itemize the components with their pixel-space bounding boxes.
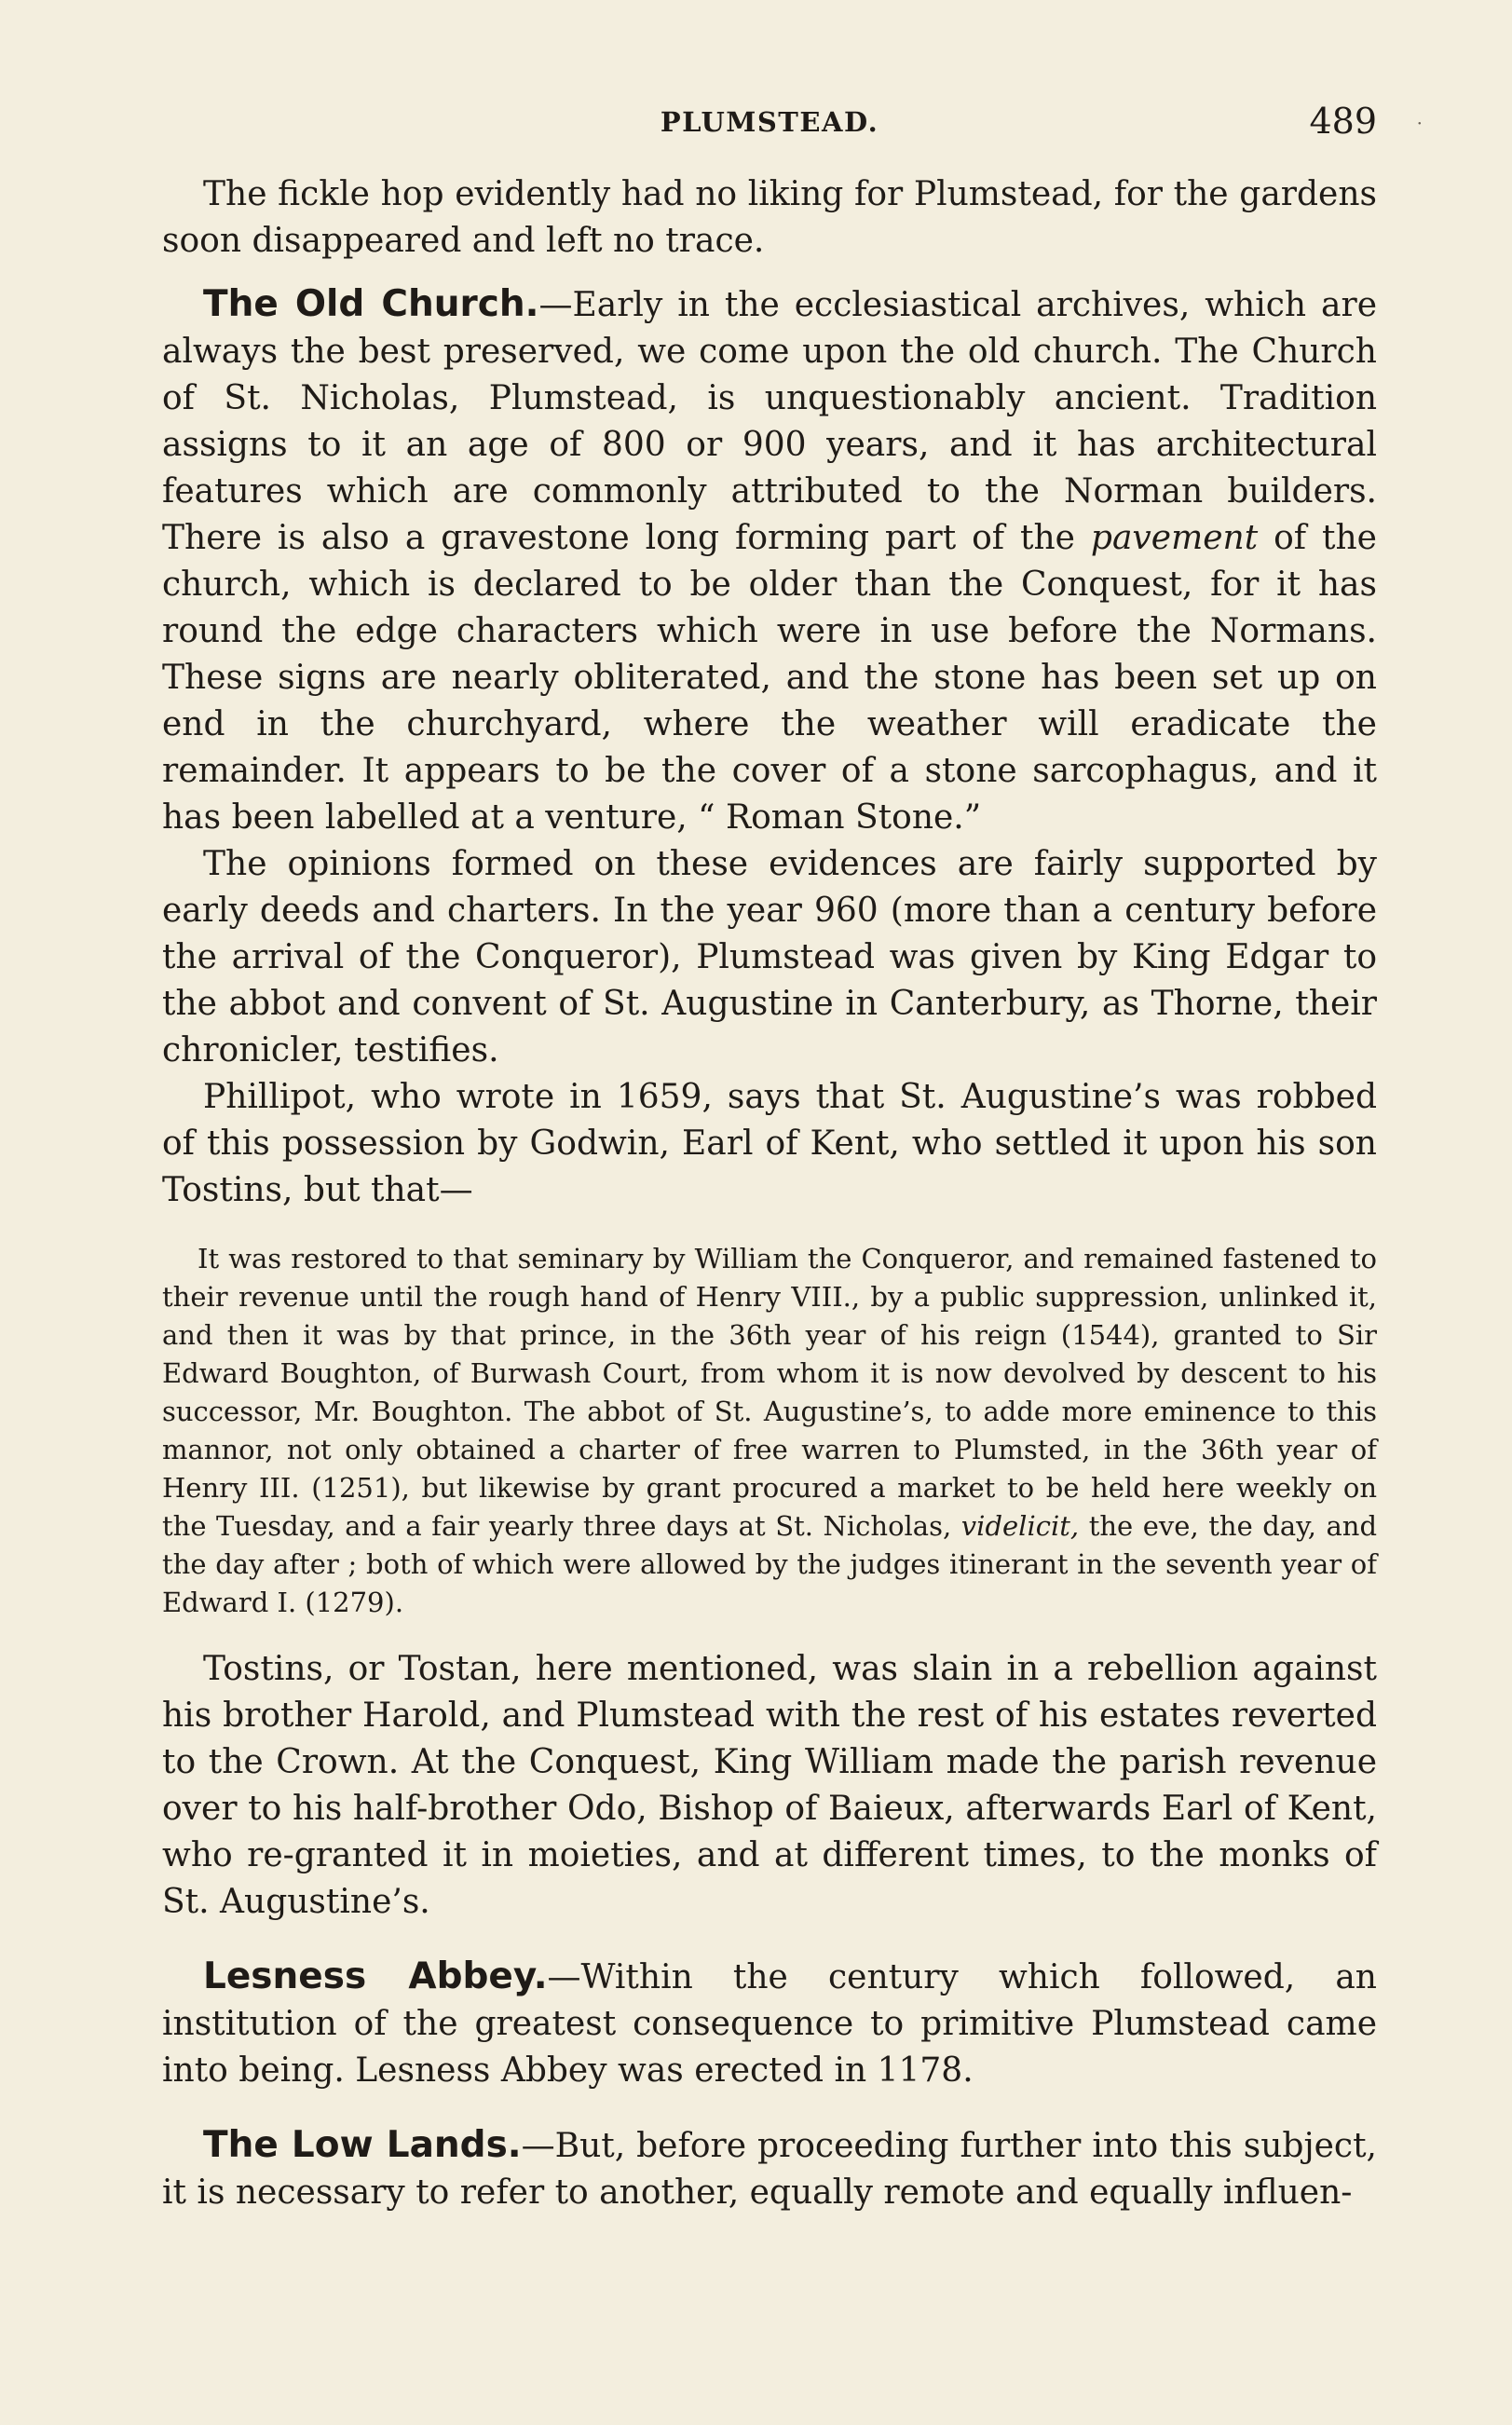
quote-text-a: It was restored to that seminary by William the Conqueror, and remained fastened to their revenue until the rough hand of Henry VIII., by a public suppression, unlinked it, and then it was by that prince, in the 36th year of his reign (1544), granted to Sir Edward Boughton, of Burwash Court, from whom it is now devolved by descent to his successor, Mr. Boughton. The abbot of St. Augustine’s, to adde more eminence to this mannor, not only obtained a charter of free warren to Plumsted, in the 36th year of Henry III. (1251), but likewise by grant procured a market to be held here weekly on the Tuesday, and a fair yearly three days at St. Nicholas,: [162, 1243, 1377, 1542]
paragraph-phillipot: Phillipot, who wrote in 1659, says that St. Augustine’s was robbed of this possession by Godwin, Earl of Kent, who settled it upon his son Tostins, but that—: [162, 1078, 1377, 1209]
paragraph-opinions: The opinions formed on these evidences are fairly supported by early deeds and charters. In the year 960 (more than a century before the arrival of the Conqueror), Plumstead was given by King Edgar to the abbot and convent of St. Augustine in Canterbury, as Thorne, their chronicler, testifies.: [162, 845, 1377, 1069]
block-quote: [162, 1240, 1377, 1622]
quote-paragraph: [162, 1240, 1377, 1622]
section-heading-low-lands: The Low Lands.: [203, 2124, 522, 2166]
section-heading-lesness: Lesness Abbey.: [203, 1955, 548, 1997]
page-header: [162, 101, 1423, 147]
low-lands-text: —But, before proceeding further into this subject, it is necessary to refer to another, equally remote and equally influen-: [162, 2127, 1378, 2212]
paragraph-low-lands: [162, 2122, 1377, 2216]
paragraph-old-church: [162, 281, 1377, 841]
section-heading-old-church: The Old Church.: [203, 283, 539, 325]
page-body: [162, 171, 1377, 2216]
paragraph-hop-gardens: The fickle hop evidently had no liking for Plumstead, for the gardens soon disappeared and left no trace.: [162, 175, 1377, 260]
quote-text-b: the eve, the day, and the day after ; both of which were allowed by the judges itinerant in the seventh year of Edward I. (1279).: [162, 1510, 1378, 1618]
videlicit-italic: videlicit,: [960, 1510, 1080, 1542]
header-marker: ·: [1416, 112, 1423, 134]
old-church-text-a: —Early in the ecclesiastical archives, which are always the best preserved, we come upon the old church. The Church of St. Nicholas, Plumstead, is unquestionably ancient. Tradition assigns to it an age of 800 or 900 years, and it has architectural features which are commonly attributed to the Norman builders. There is also a gravestone long forming part of the: [162, 286, 1377, 557]
paragraph-lesness: [162, 1954, 1377, 2094]
paragraph-tostins: Tostins, or Tostan, here mentioned, was slain in a rebellion against his brother Harold, and Plumstead with the rest of his estates reverted to the Crown. At the Conquest, King William made the parish revenue over to his half-brother Odo, Bishop of Baieux, afterwards Earl of Kent, who re-granted it in moieties, and at different times, to the monks of St. Augustine’s.: [162, 1650, 1377, 1921]
old-church-text-b: of the church, which is declared to be older than the Conquest, for it has round the edge characters which were in use before the Normans. These signs are nearly obliterated, and the stone has been set up on end in the churchyard, where the weather will eradicate the remainder. It appears to be the cover of a stone sarcophagus, and it has been labelled at a venture, “ Roman Stone.”: [162, 519, 1377, 837]
page-number: 489: [1309, 101, 1377, 142]
running-head: PLUMSTEAD.: [660, 106, 879, 138]
pavement-italic: pavement: [1090, 519, 1259, 557]
lesness-text: —Within the century which followed, an institution of the greatest consequence to primitive Plumstead came into being. Lesness Abbey was erected in 1178.: [162, 1958, 1377, 2090]
